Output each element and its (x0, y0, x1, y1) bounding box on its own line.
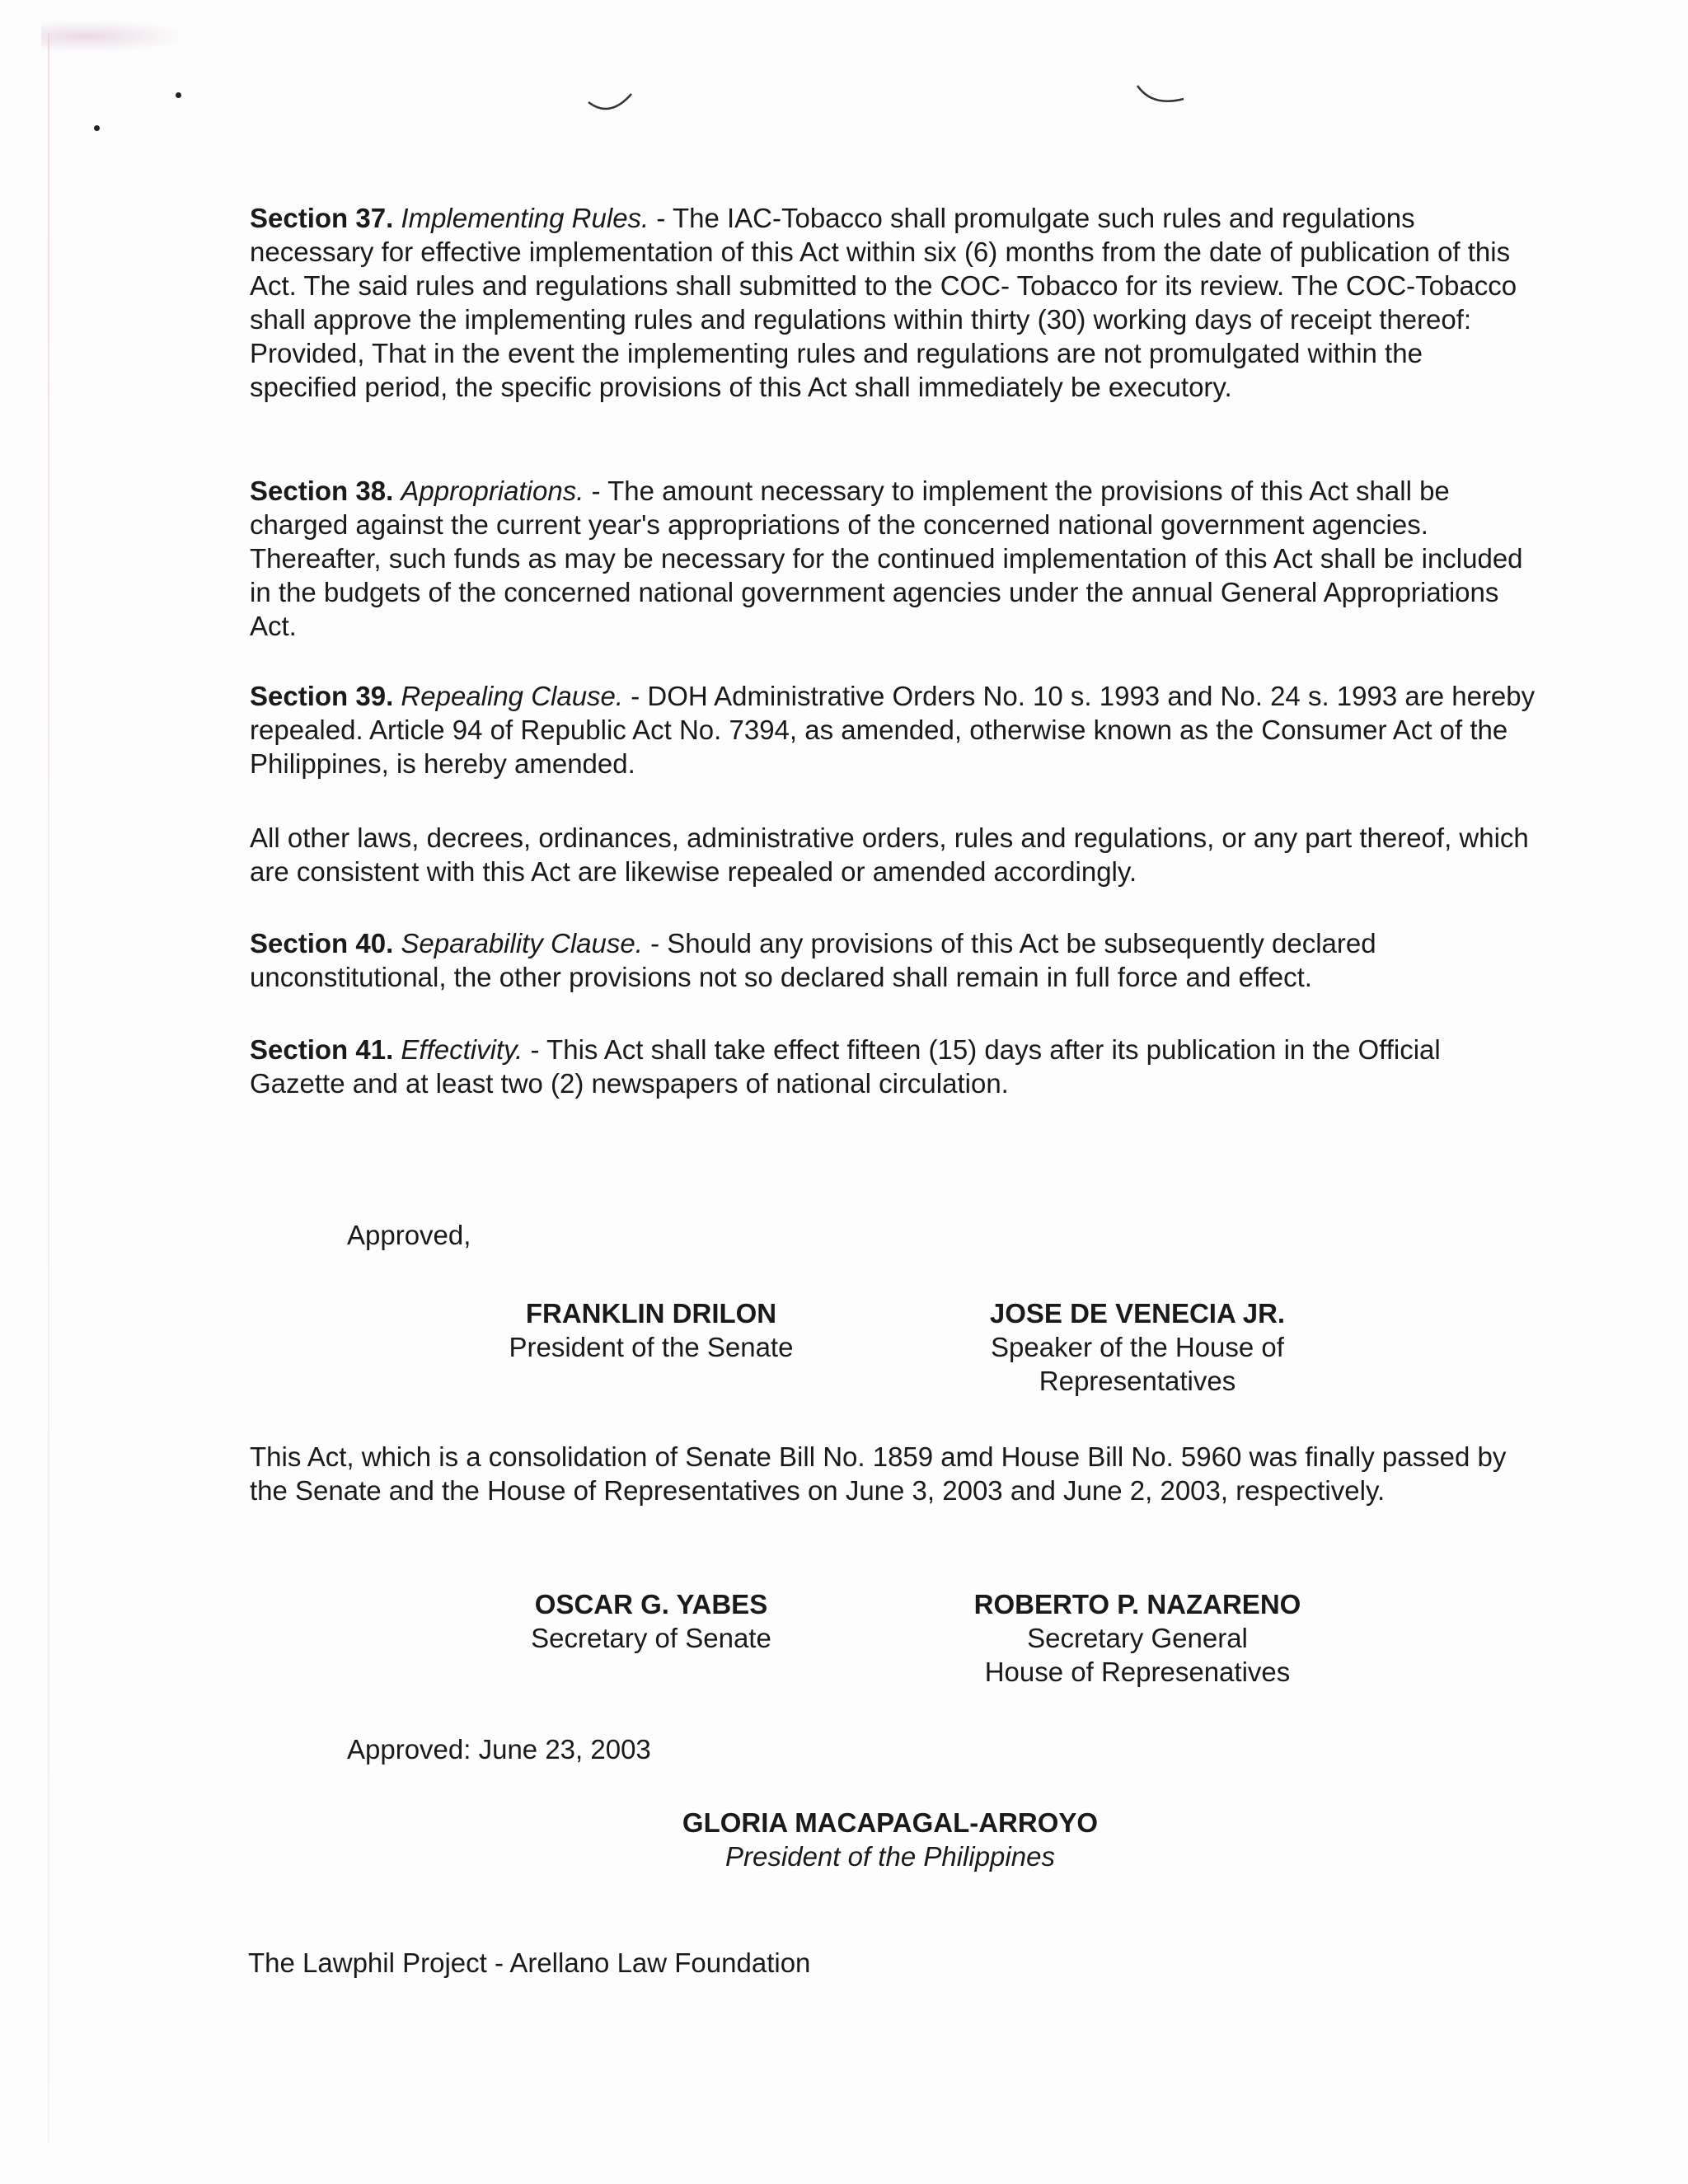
signatory-name: OSCAR G. YABES (534, 1589, 768, 1619)
consolidation-note: This Act, which is a consolidation of Senate Bill No. 1859 amd House Bill No. 5960 was finally passed by the Senate and the House of Representatives on June 3, 2003 and June 2, 2003, respectively. (250, 1441, 1507, 1506)
section-title: Repealing Clause. (401, 681, 624, 711)
section-number: Section 39. (250, 681, 394, 711)
section-text: - The amount necessary to implement the provisions of this Act shall be charged against the current year's appropriations of the concerned national government agencies. Thereafter, such funds as may be necessary for the continued implementation of this Act shall be included in the budgets of the concerned national government agencies under the annual General Appropriations Act. (250, 476, 1523, 641)
signatory-title-line2: Representatives (1039, 1366, 1236, 1396)
punch-mark-right (1136, 82, 1185, 107)
repeal-paragraph: All other laws, decrees, ordinances, administrative orders, rules and regulations, or any part thereof, which are consistent with this Act are likewise repealed or amended accordingly. (250, 823, 1529, 887)
signatory-name: FRANKLIN DRILON (525, 1298, 777, 1329)
approved-label: Approved, (347, 1220, 471, 1250)
signatory-president (643, 1806, 1137, 1873)
signatory-name: GLORIA MACAPAGAL-ARROYO (682, 1807, 1099, 1838)
signatory-house-secretary (915, 1587, 1360, 1689)
section-text: - The IAC-Tobacco shall promulgate such rules and regulations necessary for effective implementation of this Act within six (6) months from the date of publication of this Act. The said rules and regulations shall submitted to the COC- Tobacco for its review. The COC-Tobacco shall approve the implementing rules and regulations within thirty (30) working days of receipt thereof: Provided, That in the event the implementing rules and regulations are not promulgated within the specified period, the specific provisions of this Act shall immediately be executory. (250, 203, 1517, 402)
section-title: Appropriations. (401, 476, 584, 506)
section-40 (250, 926, 1536, 994)
section-number: Section 38. (250, 476, 394, 506)
signatory-title: President of the Philippines (725, 1841, 1055, 1872)
signatory-title: President of the Senate (509, 1332, 794, 1362)
section-number: Section 40. (250, 928, 394, 958)
signatory-title: Speaker of the House of (991, 1332, 1284, 1362)
section-text: - Should any provisions of this Act be subsequently declared unconstitutional, the other provisions not so declared shall remain in full force and effect. (250, 928, 1376, 992)
signatory-senate-president (445, 1296, 857, 1364)
section-number: Section 37. (250, 203, 394, 233)
scan-speck (94, 125, 100, 131)
section-37 (250, 201, 1536, 404)
scan-smudge (41, 20, 190, 53)
section-title: Effectivity. (401, 1034, 523, 1065)
approved-date: Approved: June 23, 2003 (347, 1734, 651, 1765)
section-39 (250, 679, 1536, 780)
section-text: - DOH Administrative Orders No. 10 s. 1993 and No. 24 s. 1993 are hereby repealed. Article 94 of Republic Act No. 7394, as amended, otherwise known as the Consumer Act of the Philippines, is hereby amended. (250, 681, 1536, 779)
section-title: Separability Clause. (401, 928, 643, 958)
signatory-senate-secretary (445, 1587, 857, 1655)
section-38 (250, 474, 1536, 643)
punch-mark-left (587, 91, 636, 115)
section-41 (250, 1033, 1536, 1100)
footer-attribution: The Lawphil Project - Arellano Law Foundation (248, 1947, 811, 1978)
section-text: - This Act shall take effect fifteen (15) days after its publication in the Official Gazette and at least two (2) newspapers of national circulation. (250, 1034, 1441, 1099)
signatory-name: ROBERTO P. NAZARENO (973, 1589, 1301, 1619)
signatory-title-line2: House of Represenatives (984, 1657, 1291, 1687)
section-title: Implementing Rules. (401, 203, 649, 233)
section-number: Section 41. (250, 1034, 394, 1065)
signatory-title: Secretary of Senate (531, 1623, 771, 1653)
signatory-house-speaker (915, 1296, 1360, 1398)
signatory-title: Secretary General (1027, 1623, 1248, 1653)
scan-speck (176, 92, 181, 98)
scan-margin-line (48, 33, 49, 2143)
signatory-name: JOSE DE VENECIA JR. (989, 1298, 1286, 1329)
